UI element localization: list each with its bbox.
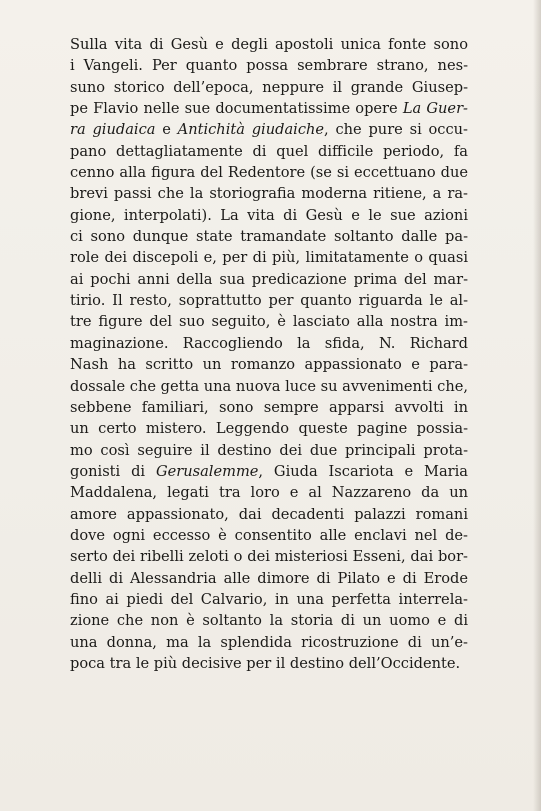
text-segment: serto dei ribelli zeloti o dei misteriosi Esseni, dai bor- [70,548,468,566]
text-line [70,546,468,567]
italic-title-text: Antichità giudaiche [177,121,325,139]
text-line [70,376,468,397]
text-line [70,482,468,503]
text-segment: e [155,121,178,139]
text-line [70,183,468,204]
text-segment: fino ai piedi del Calvario, in una perfetta interrela- [70,590,468,608]
italic-title-text: La Guer- [402,100,468,118]
page-edge-shadow [533,0,541,811]
text-line [70,290,468,311]
text-segment: poca tra le più decisive per il destino dell’Occidente. [70,654,461,672]
text-line [70,269,468,290]
text-line [70,98,468,119]
text-line [70,610,468,631]
text-segment: gione, interpolati). La vita di Gesù e le sue azioni [70,206,468,224]
text-segment: Nash ha scritto un romanzo appassionato e para- [70,356,468,374]
text-line [70,311,468,332]
text-line [70,653,468,674]
text-segment: suno storico dell’epoca, neppure il grande Giusep- [70,78,468,96]
text-line [70,397,468,418]
text-segment: gonisti di [70,462,156,480]
text-line [70,205,468,226]
text-segment: role dei discepoli e, per di più, limitatamente o quasi [70,249,468,267]
text-line [70,77,468,98]
text-segment: un certo mistero. Leggendo queste pagine possia- [70,420,468,438]
text-line [70,440,468,461]
text-segment: tre figure del suo seguito, è lasciato alla nostra im- [70,313,468,331]
text-segment: pano dettagliatamente di quel difficile periodo, fa [70,142,468,160]
text-segment: dossale che getta una nuova luce su avvenimenti che, [70,377,468,395]
text-segment: Sulla vita di Gesù e degli apostoli unica fonte sono [70,36,468,53]
text-segment: ai pochi anni della sua predicazione prima del mar- [70,270,468,288]
text-line [70,119,468,140]
text-segment: sebbene familiari, sono sempre apparsi avvolti in [70,398,468,416]
text-line [70,141,468,162]
text-segment: Maddalena, legati tra loro e al Nazzareno da un [70,484,468,502]
text-line [70,226,468,247]
text-segment: una donna, ma la splendida ricostruzione di un’e- [70,633,468,651]
italic-title-text: ra giudaica [70,121,156,139]
italic-title-text: Gerusalemme [155,462,259,480]
text-line [70,333,468,354]
text-line [70,34,468,55]
text-line [70,589,468,610]
text-line [70,504,468,525]
text-line [70,461,468,482]
text-line [70,55,468,76]
text-line [70,568,468,589]
text-line [70,632,468,653]
text-segment: ci sono dunque state tramandate soltanto dalle pa- [70,228,468,246]
text-line [70,418,468,439]
text-segment: maginazione. Raccogliendo la sfida, N. Richard [70,334,468,352]
text-segment: , Giuda Iscariota e Maria [258,462,468,480]
text-segment: i Vangeli. Per quanto possa sembrare strano, nes- [70,57,468,75]
text-segment: , che pure si occu- [324,121,468,139]
text-segment: brevi passi che la storiografia moderna ritiene, a ra- [70,185,468,203]
text-segment: amore appassionato, dai decadenti palazzi romani [70,505,468,523]
text-line [70,162,468,183]
text-segment: tirio. Il resto, soprattutto per quanto riguarda le al- [70,292,468,310]
text-line [70,354,468,375]
text-line [70,525,468,546]
text-segment: dove ogni eccesso è consentito alle enclavi nel de- [70,526,468,544]
text-segment: zione che non è soltanto la storia di un uomo e di [70,612,468,630]
text-segment: mo così seguire il destino dei due principali prota- [70,441,468,459]
text-segment: pe Flavio nelle sue documentatissime opere [70,100,403,118]
synopsis-paragraph [70,34,468,674]
text-segment: delli di Alessandria alle dimore di Pilato e di Erode [70,569,468,587]
text-line [70,247,468,268]
text-segment: cenno alla figura del Redentore (se si eccettuano due [70,164,468,182]
